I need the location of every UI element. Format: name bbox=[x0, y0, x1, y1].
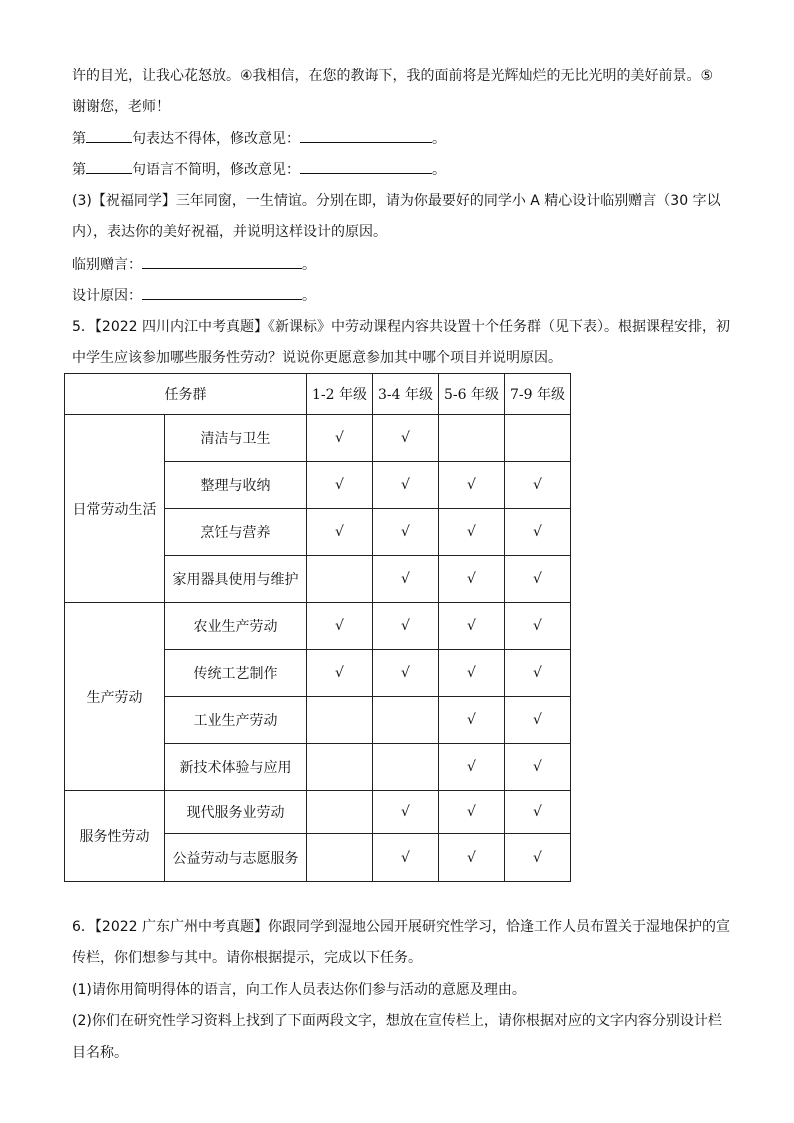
end-mark: 。 bbox=[302, 257, 316, 273]
question-a bbox=[72, 128, 446, 149]
check-cell: √ bbox=[307, 603, 373, 650]
answer-blank[interactable] bbox=[300, 159, 432, 174]
check-cell: √ bbox=[505, 834, 571, 882]
check-cell bbox=[439, 415, 505, 462]
end-mark: 。 bbox=[302, 288, 316, 304]
header-cell: 1-2 年级 bbox=[307, 374, 373, 415]
check-cell: √ bbox=[505, 462, 571, 509]
question-b-prefix: 第 bbox=[72, 162, 86, 178]
question-b bbox=[72, 159, 446, 180]
check-cell: √ bbox=[505, 791, 571, 834]
task-cell: 农业生产劳动 bbox=[165, 603, 307, 650]
check-cell: √ bbox=[373, 791, 439, 834]
question-6-line: 6．【2022 广东广州中考真题】你跟同学到湿地公园开展研究性学习，恰逢工作人员布置关于湿地保护的宣 bbox=[72, 919, 730, 935]
check-cell: √ bbox=[439, 744, 505, 791]
check-cell bbox=[307, 744, 373, 791]
table-row bbox=[65, 603, 571, 650]
group-name-cell: 生产劳动 bbox=[65, 603, 165, 791]
check-cell: √ bbox=[373, 834, 439, 882]
question-a-suffix: 句表达不得体，修改意见： bbox=[132, 131, 300, 147]
farewell-label: 临别赠言： bbox=[72, 257, 142, 273]
header-cell: 任务群 bbox=[65, 374, 307, 415]
check-cell: √ bbox=[505, 603, 571, 650]
check-cell: √ bbox=[505, 556, 571, 603]
reason-line bbox=[72, 285, 316, 306]
check-cell: √ bbox=[373, 603, 439, 650]
check-cell: √ bbox=[307, 462, 373, 509]
header-cell: 3-4 年级 bbox=[373, 374, 439, 415]
question-6-line: (2)你们在研究性学习资料上找到了下面两段文字，想放在宣传栏上，请你根据对应的文字内容分别设计栏 bbox=[72, 1013, 722, 1029]
task-cell: 家用器具使用与维护 bbox=[165, 556, 307, 603]
question-6-line: (1)请你用简明得体的语言，向工作人员表达你们参与活动的意愿及理由。 bbox=[72, 982, 526, 998]
task-cell: 工业生产劳动 bbox=[165, 697, 307, 744]
check-cell: √ bbox=[439, 834, 505, 882]
answer-blank[interactable] bbox=[300, 128, 432, 143]
check-cell: √ bbox=[307, 415, 373, 462]
check-cell: √ bbox=[505, 650, 571, 697]
check-cell bbox=[307, 697, 373, 744]
task-cell: 公益劳动与志愿服务 bbox=[165, 834, 307, 882]
check-cell bbox=[307, 791, 373, 834]
question-b-suffix: 句语言不简明，修改意见： bbox=[132, 162, 300, 178]
question-a-prefix: 第 bbox=[72, 131, 86, 147]
check-cell: √ bbox=[373, 556, 439, 603]
check-cell: √ bbox=[505, 697, 571, 744]
check-cell: √ bbox=[373, 650, 439, 697]
task-cell: 整理与收纳 bbox=[165, 462, 307, 509]
check-cell bbox=[505, 415, 571, 462]
question-5-line: 5．【2022 四川内江中考真题】《新课标》中劳动课程内容共设置十个任务群（见下表）。根据课程安排，初 bbox=[72, 319, 730, 335]
task-group-table bbox=[64, 373, 571, 882]
end-mark: 。 bbox=[432, 162, 446, 178]
question-6-line: 传栏，你们想参与其中。请你根据提示，完成以下任务。 bbox=[72, 950, 422, 966]
answer-blank[interactable] bbox=[142, 254, 302, 269]
check-cell: √ bbox=[439, 650, 505, 697]
paragraph-line: (3)【祝福同学】三年同窗，一生情谊。分别在即，请为你最要好的同学小 A 精心设计临别赠言（30 字以 bbox=[72, 193, 721, 209]
answer-blank[interactable] bbox=[86, 128, 132, 143]
check-cell: √ bbox=[439, 603, 505, 650]
check-cell: √ bbox=[373, 462, 439, 509]
check-cell: √ bbox=[373, 509, 439, 556]
table-header-row bbox=[65, 374, 571, 415]
check-cell bbox=[307, 834, 373, 882]
reason-label: 设计原因： bbox=[72, 288, 142, 304]
check-cell: √ bbox=[505, 744, 571, 791]
task-cell: 现代服务业劳动 bbox=[165, 791, 307, 834]
check-cell: √ bbox=[307, 650, 373, 697]
end-mark: 。 bbox=[432, 131, 446, 147]
check-cell: √ bbox=[373, 415, 439, 462]
paragraph-line: 谢谢您，老师！ bbox=[72, 99, 170, 115]
farewell-line bbox=[72, 254, 316, 275]
check-cell: √ bbox=[439, 697, 505, 744]
header-cell: 7-9 年级 bbox=[505, 374, 571, 415]
group-name-cell: 服务性劳动 bbox=[65, 791, 165, 882]
task-cell: 传统工艺制作 bbox=[165, 650, 307, 697]
check-cell bbox=[373, 744, 439, 791]
check-cell: √ bbox=[439, 462, 505, 509]
check-cell: √ bbox=[307, 509, 373, 556]
paragraph-line: 许的目光，让我心花怒放。④我相信，在您的教诲下，我的面前将是光辉灿烂的无比光明的美好前景。⑤ bbox=[72, 68, 714, 84]
question-6-line: 目名称。 bbox=[72, 1045, 128, 1061]
answer-blank[interactable] bbox=[142, 285, 302, 300]
check-cell: √ bbox=[439, 556, 505, 603]
task-cell: 清洁与卫生 bbox=[165, 415, 307, 462]
group-name-cell: 日常劳动生活 bbox=[65, 415, 165, 603]
check-cell: √ bbox=[439, 791, 505, 834]
check-cell bbox=[307, 556, 373, 603]
check-cell bbox=[373, 697, 439, 744]
task-cell: 新技术体验与应用 bbox=[165, 744, 307, 791]
answer-blank[interactable] bbox=[86, 159, 132, 174]
paragraph-line: 内），表达你的美好祝福，并说明这样设计的原因。 bbox=[72, 224, 387, 240]
table-row bbox=[65, 791, 571, 834]
header-cell: 5-6 年级 bbox=[439, 374, 505, 415]
table-row bbox=[65, 415, 571, 462]
question-5-line: 中学生应该参加哪些服务性劳动？说说你更愿意参加其中哪个项目并说明原因。 bbox=[72, 350, 562, 366]
check-cell: √ bbox=[505, 509, 571, 556]
check-cell: √ bbox=[439, 509, 505, 556]
task-cell: 烹饪与营养 bbox=[165, 509, 307, 556]
